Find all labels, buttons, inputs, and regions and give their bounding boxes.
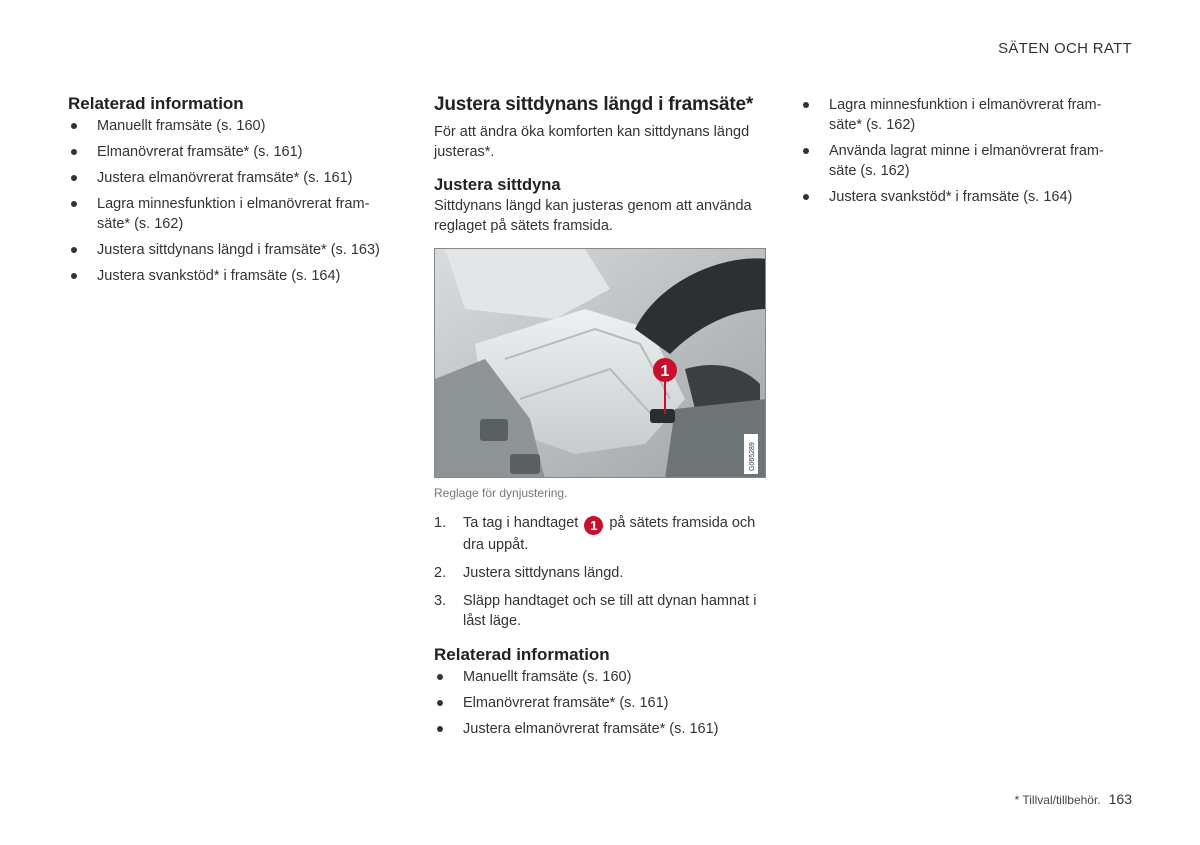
step-item: [434, 513, 768, 555]
figure-caption: Reglage för dynjustering.: [434, 486, 568, 500]
right-column: [800, 94, 1130, 213]
callout-badge: 1: [584, 516, 603, 535]
list-item[interactable]: Justera elmanövrerat framsäte* (s. 161): [434, 719, 768, 739]
list-item[interactable]: Manuellt framsäte (s. 160): [68, 116, 398, 136]
step-text: Ta tag i handtaget: [463, 515, 579, 531]
list-item[interactable]: Lagra minnesfunktion i elmanövrerat fram-säte* (s. 162): [800, 95, 1130, 135]
step-text: Släpp handtaget och se till att dynan hamnat i låst läge.: [463, 593, 757, 629]
step-number: 2.: [434, 565, 447, 581]
list-item[interactable]: Justera sittdynans längd i framsäte* (s. 163): [68, 240, 398, 260]
related-info-heading: Relaterad information: [68, 94, 244, 113]
related-info-list: [434, 667, 768, 739]
section-title: Justera sittdynans längd i framsäte*: [434, 94, 754, 115]
list-item[interactable]: Elmanövrerat framsäte* (s. 161): [68, 142, 398, 162]
step-text: Justera sittdynans längd.: [463, 565, 624, 581]
related-info-heading: Relaterad information: [434, 645, 610, 664]
step-text: på sätets framsida och dra uppåt.: [463, 515, 756, 553]
left-column: [68, 94, 398, 292]
step-list: [434, 513, 768, 631]
footnote: * Tillval/tillbehör.: [1014, 793, 1101, 807]
list-item[interactable]: Lagra minnesfunktion i elmanövrerat fram-säte* (s. 162): [68, 194, 398, 234]
list-item[interactable]: Justera svankstöd* i framsäte (s. 164): [68, 266, 398, 286]
middle-column: [434, 94, 768, 745]
list-item[interactable]: Justera svankstöd* i framsäte (s. 164): [800, 187, 1130, 207]
sub-heading: Justera sittdyna: [434, 176, 561, 194]
list-item[interactable]: Manuellt framsäte (s. 160): [434, 667, 768, 687]
related-info-list: [800, 95, 1130, 207]
step-number: 1.: [434, 515, 447, 531]
intro-paragraph: För att ändra öka komforten kan sittdynans längd justeras*.: [434, 124, 750, 160]
step-item: [434, 591, 768, 631]
list-item[interactable]: Elmanövrerat framsäte* (s. 161): [434, 693, 768, 713]
figure-code: G065289: [749, 442, 756, 471]
step-number: 3.: [434, 593, 447, 609]
related-info-list: [68, 116, 398, 286]
page-footer: [1015, 791, 1132, 807]
list-item[interactable]: Justera elmanövrerat framsäte* (s. 161): [68, 168, 398, 188]
step-item: [434, 563, 768, 583]
sub-paragraph: Sittdynans längd kan justeras genom att använda reglaget på sätets framsida.: [434, 198, 752, 234]
seat-illustration: [434, 248, 766, 478]
section-header: SÄTEN OCH RATT: [998, 40, 1132, 57]
callout-number: 1: [660, 363, 670, 380]
page-number: 163: [1108, 791, 1132, 807]
list-item[interactable]: Använda lagrat minne i elmanövrerat fram-säte (s. 162): [800, 141, 1130, 181]
